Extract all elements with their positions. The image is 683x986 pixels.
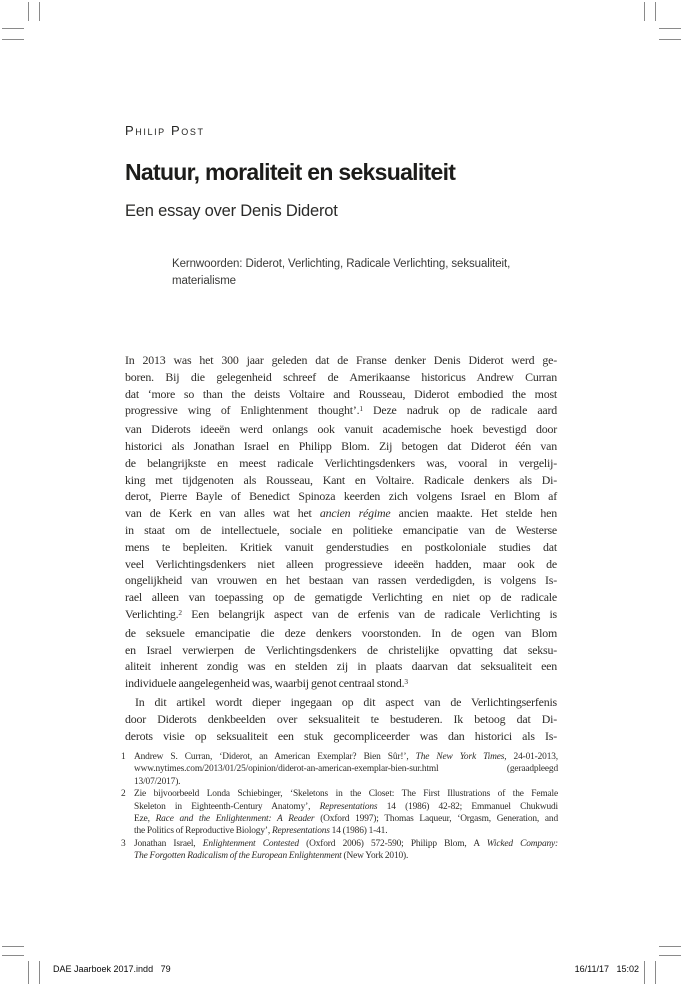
- text-run: derot, Pierre Bayle of Benedict Spinoza keerden zich volgens Israel en Blom af: [125, 489, 557, 504]
- text-run: (New York 2010).: [341, 851, 409, 862]
- text-run: ancien régime: [319, 506, 391, 521]
- text-run: Enlightenment Contested: [202, 838, 299, 849]
- footnote-text: [134, 838, 558, 863]
- body-line: [125, 369, 557, 386]
- footnote-text: [134, 788, 558, 838]
- text-run: www.nytimes.com/2013/01/25/opinion/diderot-an-american-exemplar-bien-sur.html (geraadpleegd: [134, 764, 558, 775]
- body-line: [125, 472, 557, 489]
- footer-timestamp: 16/11/17 15:02: [574, 964, 639, 974]
- text-run: Representations: [271, 826, 330, 837]
- footnotes: [121, 751, 558, 863]
- text-run: historici als Jonathan Israel en Philipp Blom. Zij betogen dat Diderot één van: [125, 438, 557, 453]
- text-run: Een belangrijk aspect van de erfenis van de radicale Verlichting is: [181, 606, 557, 621]
- text-run: ancien maakte. Het stelde hen: [390, 506, 557, 521]
- footnote-line: [134, 838, 558, 850]
- footnote-line: [134, 751, 558, 763]
- crop-mark-bottom-left-v1: [28, 961, 29, 984]
- body-line: [125, 455, 557, 472]
- text-run: in staat om de intellectuele, sociale en politieke emancipatie van de Westerse: [125, 522, 557, 537]
- crop-mark-bottom-left-h1: [2, 946, 24, 947]
- text-run: van Diderots ideeën werd onlangs ook vanuit academische hoek bevestigd door: [125, 422, 557, 437]
- footnote-line: [134, 850, 558, 862]
- footnote-line: [134, 788, 558, 800]
- keywords-block: [172, 256, 552, 289]
- crop-mark-top-right-v1: [644, 2, 645, 21]
- footnote-text: [134, 751, 558, 788]
- body-line: [125, 711, 557, 728]
- keywords-line-2: materialisme: [172, 274, 236, 287]
- text-run: In 2013 was het 300 jaar geleden dat de Franse denker Denis Diderot werd ge-: [125, 353, 557, 367]
- body-line: [125, 505, 557, 522]
- body-line: [125, 488, 557, 505]
- text-run: 14 (1986) 1-41.: [329, 826, 388, 837]
- body-line: [125, 352, 557, 369]
- body-line: [125, 438, 557, 455]
- body-line: [125, 694, 557, 711]
- text-run: Representations: [319, 801, 378, 812]
- text-run: The Forgotten Radicalism of the European Enlightenment: [134, 851, 342, 862]
- text-run: Andrew S. Curran, ‘Diderot, an American Exemplar? Bien Sûr!’,: [134, 752, 416, 762]
- text-run: the Politics of Reproductive Biology’,: [134, 826, 272, 837]
- crop-mark-bottom-left-h2: [2, 955, 24, 956]
- body-line: [125, 421, 557, 438]
- text-run: aliteit inherent zondig was en stelden zij in plaats daarvan dat seksualiteit een: [125, 659, 557, 674]
- text-run: progressive wing of Enlightenment thought’.: [125, 403, 360, 418]
- text-run: Jonathan Israel,: [134, 838, 203, 849]
- footnote: [121, 751, 558, 788]
- text-run: In dit artikel wordt dieper ingegaan op dit aspect van de Verlichtingserfenis: [135, 694, 557, 709]
- body-line: [125, 522, 557, 539]
- text-run: Deze nadruk op de radicale aard: [362, 403, 557, 418]
- text-run: de seksuele emancipatie die deze denkers voorstonden. In de ogen van Blom: [125, 625, 557, 640]
- body-line: [125, 589, 557, 606]
- author-name: Philip Post: [125, 123, 205, 138]
- footnote-line: [134, 801, 558, 813]
- crop-mark-bottom-right-h1: [659, 946, 681, 947]
- crop-mark-top-right-v2: [655, 2, 656, 21]
- footnote-line: [134, 813, 558, 825]
- text-run: king met tijdgenoten als Rousseau, Kant en Voltaire. Radicale denkers als Di-: [125, 472, 557, 487]
- text-run: rael alleen van toepassing op de gematigde Verlichting en niet op de radicale: [125, 590, 557, 605]
- body-line: [125, 572, 557, 589]
- footnote-number: 1: [121, 752, 126, 762]
- text-run: (Oxford 1997); Thomas Laqueur, ‘Orgasm, Generation, and: [314, 814, 559, 825]
- footnote-ref: 2: [178, 607, 182, 617]
- footnote-line: [134, 825, 558, 837]
- text-run: 13/07/2017).: [134, 776, 181, 787]
- footnote-ref: 3: [404, 676, 408, 686]
- body-line: [125, 625, 557, 642]
- footnote-number: 3: [121, 838, 126, 849]
- crop-mark-bottom-left-v2: [39, 961, 40, 984]
- crop-mark-bottom-right-v1: [644, 961, 645, 984]
- body-line: [125, 728, 557, 745]
- footnote: [121, 838, 558, 863]
- footer-filename: DAE Jaarboek 2017.indd 79: [53, 964, 171, 974]
- footnote: [121, 788, 558, 838]
- text-run: mens te bepleiten. Kritiek vanuit genderstudies en postkoloniale studies dat: [125, 539, 557, 554]
- body-line: [125, 658, 557, 675]
- crop-mark-top-left-h1: [2, 28, 24, 29]
- crop-mark-top-left-h2: [2, 39, 24, 40]
- text-run: van de Kerk en van alles wat het: [125, 506, 320, 521]
- body-line: [125, 386, 557, 403]
- text-run: door Diderots denkbeelden over seksualiteit te bestuderen. Ik betoog dat Di-: [125, 711, 557, 726]
- text-run: Wicked Company:: [486, 838, 559, 849]
- crop-mark-bottom-right-h2: [659, 955, 681, 956]
- text-run: en Israel verwierpen de Verlichtingsdenkers de christelijke opvatting dat seksu-: [125, 642, 557, 657]
- text-run: dat ‘more so than the deists Voltaire and Rousseau, Diderot embodied the most: [125, 386, 557, 401]
- body-line: [125, 539, 557, 556]
- text-run: boren. Bij die gelegenheid schreef de Amerikaanse historicus Andrew Curran: [125, 369, 557, 384]
- footnote-number: 2: [121, 789, 126, 800]
- crop-mark-top-left-v2: [39, 2, 40, 21]
- article-subtitle: Een essay over Denis Diderot: [125, 202, 338, 220]
- text-run: Eze,: [134, 814, 156, 825]
- body-line: [125, 556, 557, 573]
- crop-mark-top-left-v1: [28, 2, 29, 21]
- text-run: ongelijkheid van vrouwen en het bestaan van rassen verdedigden, is volgens Is-: [125, 573, 557, 588]
- text-run: Skeleton in Eighteenth-Century Anatomy’,: [134, 801, 320, 812]
- footnote-ref: 1: [359, 404, 363, 414]
- article-title: Natuur, moraliteit en seksualiteit: [125, 159, 456, 185]
- footnote-line: [134, 776, 558, 788]
- text-run: de belangrijkste en meest radicale Verlichtingsdenkers was, vooral in vergelij-: [125, 455, 557, 470]
- text-run: (Oxford 2006) 572-590; Philipp Blom, A: [298, 838, 487, 849]
- text-run: derots visie op seksualiteit een stuk gecompliceerder was dan historici als Is-: [125, 728, 557, 743]
- body-line: [125, 675, 557, 694]
- text-run: individuele aangelegenheid was, waarbij genot centraal stond.: [125, 676, 405, 691]
- body-text: [125, 352, 557, 744]
- footnote-line: [134, 763, 558, 775]
- text-run: Race and the Enlightenment: A Reader: [155, 814, 315, 825]
- body-line: [125, 642, 557, 659]
- text-run: , 24-01-2013,: [504, 752, 558, 762]
- body-line: [125, 402, 557, 421]
- crop-mark-top-right-h2: [659, 39, 681, 40]
- text-run: Verlichting.: [125, 606, 179, 621]
- keywords-line-1: Kernwoorden: Diderot, Verlichting, Radicale Verlichting, seksualiteit,: [172, 258, 511, 270]
- text-run: veel Verlichtingsdenkers niet alleen progressieve ideeën hadden, maar ook de: [125, 556, 557, 571]
- text-run: Zie bijvoorbeeld Londa Schiebinger, ‘Skeletons in the Closet: The First Illustrations of the Female: [134, 789, 558, 800]
- body-line: [125, 606, 557, 625]
- crop-mark-top-right-h1: [659, 28, 681, 29]
- text-run: The New York Times: [415, 752, 505, 762]
- text-run: 14 (1986) 42-82; Emmanuel Chukwudi: [377, 801, 558, 812]
- crop-mark-bottom-right-v2: [655, 961, 656, 984]
